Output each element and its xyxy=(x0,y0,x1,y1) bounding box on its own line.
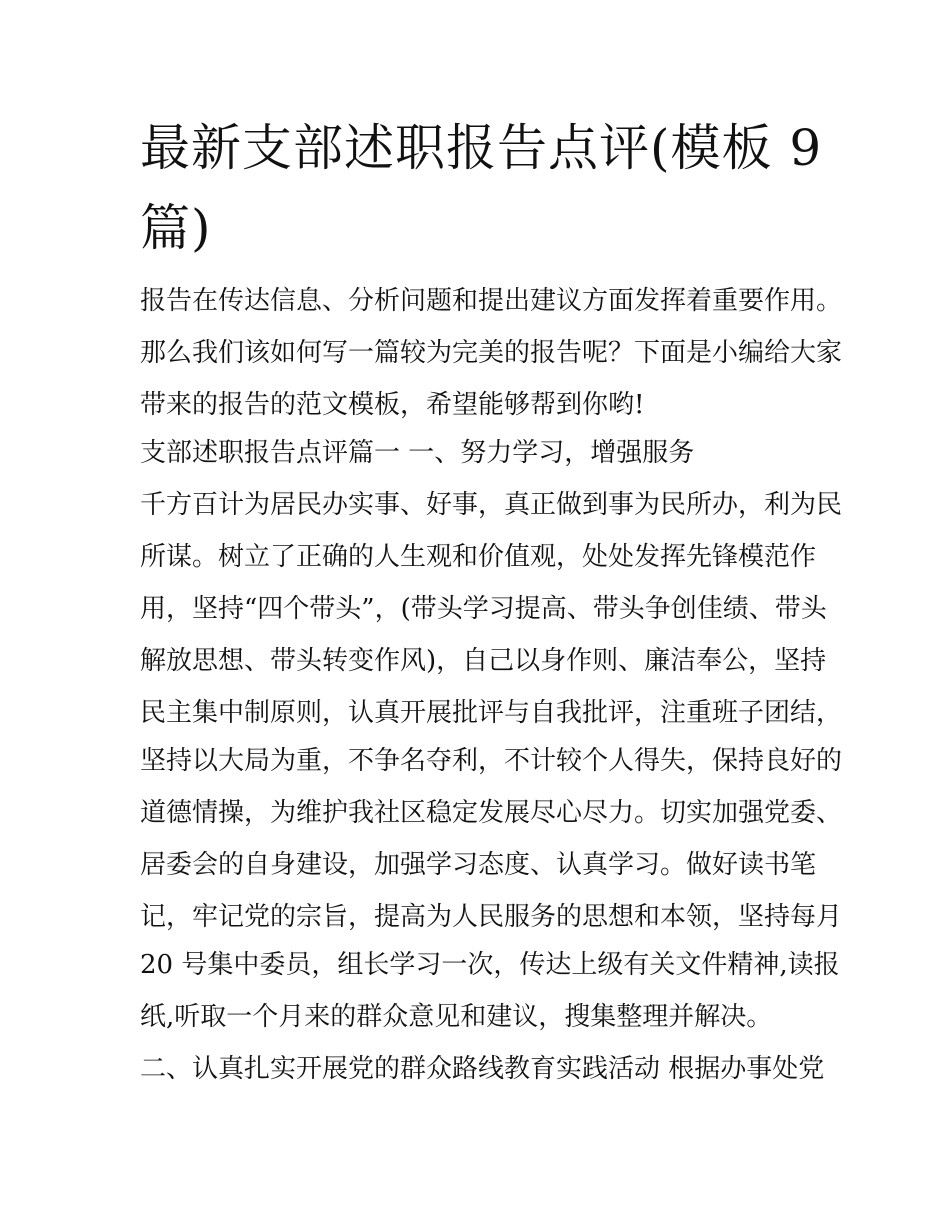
paragraph-line: 带来的报告的范文模板，希望能够帮到你哟! xyxy=(140,390,645,420)
paragraph-line: 20 号集中委员，组长学习一次，传达上级有关文件精神,读报 xyxy=(140,950,840,980)
paragraph-line: 用，坚持“四个带头”，(带头学习提高、带头争创佳绩、带头 xyxy=(140,594,827,624)
paragraph-line: 纸,听取一个月来的群众意见和建议，搜集整理并解决。 xyxy=(140,1002,773,1032)
paragraph-line: 所谋。树立了正确的人生观和价值观，处处发挥先锋模范作 xyxy=(140,542,817,572)
section-heading-line: 二、认真扎实开展党的群众路线教育实践活动 根据办事处党 xyxy=(140,1054,825,1084)
title-line: 篇) xyxy=(140,199,212,257)
paragraph-line: 解放思想、带头转变作风)，自己以身作则、廉洁奉公，坚持 xyxy=(140,646,827,676)
paragraph-line: 道德情操，为维护我社区稳定发展尽心尽力。切实加强党委、 xyxy=(140,798,843,828)
paragraph-line: 坚持以大局为重，不争名夺利，不计较个人得失，保持良好的 xyxy=(140,746,843,776)
paragraph-line: 民主集中制原则，认真开展批评与自我批评，注重班子团结， xyxy=(140,698,843,728)
section-heading-line: 支部述职报告点评篇一 一、努力学习，增强服务 xyxy=(140,438,695,468)
paragraph-line: 记，牢记党的宗旨，提高为人民服务的思想和本领，坚持每月 xyxy=(140,902,843,932)
paragraph-line: 千方百计为居民办实事、好事，真正做到事为民所办，利为民 xyxy=(140,490,843,520)
paragraph-line: 报告在传达信息、分析问题和提出建议方面发挥着重要作用。 xyxy=(140,286,843,316)
title-line: 最新支部述职报告点评(模板 9 xyxy=(140,119,823,177)
paragraph-line: 居委会的自身建设，加强学习态度、认真学习。做好读书笔 xyxy=(140,850,817,880)
paragraph-line: 那么我们该如何写一篇较为完美的报告呢？下面是小编给大家 xyxy=(140,338,843,368)
document-title xyxy=(140,108,823,268)
